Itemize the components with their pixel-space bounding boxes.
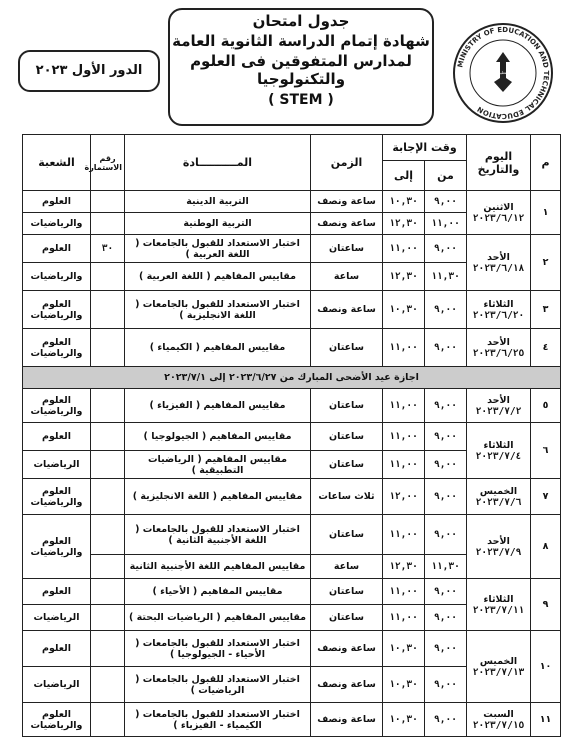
row-division: الرياضيات	[23, 451, 91, 479]
row-day-date	[467, 423, 531, 479]
row-to: ١١,٠٠	[383, 235, 425, 263]
row-form	[91, 631, 125, 667]
row-day: السبت	[483, 708, 514, 720]
table-row	[23, 389, 561, 423]
header-duration: الزمن	[311, 135, 383, 191]
row-date: ٢٠٢٣/٧/٢	[475, 405, 522, 417]
row-day-date	[467, 291, 531, 329]
row-duration: ساعة ونصف	[311, 631, 383, 667]
row-day: الأحد	[487, 535, 510, 547]
row-division: العلوم والرياضيات	[23, 291, 91, 329]
row-from: ٩,٠٠	[425, 703, 467, 737]
row-division: العلوم والرياضيات	[23, 703, 91, 737]
row-from: ٩,٠٠	[425, 423, 467, 451]
row-subject: مقاييس المفاهيم ( الرياضيات البحتة )	[125, 605, 311, 631]
row-index: ٦	[531, 423, 561, 479]
row-duration: ساعتان	[311, 605, 383, 631]
row-day-date	[467, 515, 531, 579]
row-duration: ثلاث ساعات	[311, 479, 383, 515]
title-line-2: شهادة إتمام الدراسة الثانوية العامة	[172, 32, 430, 50]
row-division: والرياضيات	[23, 263, 91, 291]
row-duration: ساعتان	[311, 389, 383, 423]
row-duration: ساعتان	[311, 423, 383, 451]
row-form	[91, 213, 125, 235]
row-subject: مقاييس المفاهيم ( الأحياء )	[125, 579, 311, 605]
row-day: الخميس	[479, 485, 518, 497]
row-date: ٢٠٢٣/٧/٤	[475, 450, 522, 462]
table-row	[23, 291, 561, 329]
row-duration: ساعتان	[311, 329, 383, 367]
row-duration: ساعة ونصف	[311, 703, 383, 737]
row-index: ٩	[531, 579, 561, 631]
row-index: ١١	[531, 703, 561, 737]
row-subject: اختبار الاستعداد للقبول بالجامعات ( اللغة الانجليزية )	[125, 291, 311, 329]
row-subject: مقاييس المفاهيم اللغة الأجنبية الثانية	[125, 555, 311, 579]
row-from: ٩,٠٠	[425, 579, 467, 605]
logo-ring-text: MINISTRY OF EDUCATION AND TECHNICAL EDUCATION	[456, 25, 551, 121]
table-row	[23, 515, 561, 555]
row-day-date	[467, 191, 531, 235]
row-form	[91, 191, 125, 213]
row-duration: ساعة	[311, 263, 383, 291]
table-row	[23, 631, 561, 667]
row-index: ٧	[531, 479, 561, 515]
row-to: ١١,٠٠	[383, 423, 425, 451]
row-to: ١٠,٣٠	[383, 667, 425, 703]
row-date: ٢٠٢٣/٦/٢٠	[472, 309, 525, 321]
header-index: م	[531, 135, 561, 191]
row-from: ٩,٠٠	[425, 605, 467, 631]
row-duration: ساعتان	[311, 579, 383, 605]
row-subject: مقاييس المفاهيم ( الفيزياء )	[125, 389, 311, 423]
header-division: الشعبة	[23, 135, 91, 191]
title-line-4: ( STEM )	[268, 92, 334, 108]
row-subject: اختبار الاستعداد للقبول بالجامعات ( اللغة العربية )	[125, 235, 311, 263]
title-line-3: لمدارس المتفوقين فى العلوم والتكنولوجيا	[190, 52, 412, 88]
row-form	[91, 703, 125, 737]
row-from: ٩,٠٠	[425, 291, 467, 329]
header-subject: المــــــــــادة	[125, 135, 311, 191]
row-from: ٩,٠٠	[425, 389, 467, 423]
row-day: الثلاثاء	[483, 439, 514, 451]
row-day: الأحد	[487, 336, 510, 348]
row-day: الخميس	[479, 655, 518, 667]
row-duration: ساعتان	[311, 451, 383, 479]
row-day-date	[467, 389, 531, 423]
row-subject: مقاييس المفاهيم ( اللغة العربية )	[125, 263, 311, 291]
row-index: ١	[531, 191, 561, 235]
row-duration: ساعة	[311, 555, 383, 579]
row-to: ١١,٠٠	[383, 579, 425, 605]
row-to: ١٠,٣٠	[383, 191, 425, 213]
row-from: ٩,٠٠	[425, 667, 467, 703]
row-day: الأحد	[487, 251, 510, 263]
holiday-row	[23, 367, 561, 389]
row-division: العلوم	[23, 631, 91, 667]
row-division: العلوم	[23, 191, 91, 213]
row-to: ١٢,٣٠	[383, 263, 425, 291]
row-to: ١٠,٣٠	[383, 631, 425, 667]
row-date: ٢٠٢٣/٧/١١	[472, 604, 525, 616]
row-day: الاثنين	[483, 201, 514, 213]
row-to: ١٢,٣٠	[383, 213, 425, 235]
row-subject: اختبار الاستعداد للقبول بالجامعات ( الرياضيات )	[125, 667, 311, 703]
row-from: ٩,٠٠	[425, 451, 467, 479]
row-duration: ساعة ونصف	[311, 191, 383, 213]
row-form	[91, 263, 125, 291]
row-to: ١١,٠٠	[383, 605, 425, 631]
row-duration: ساعة ونصف	[311, 667, 383, 703]
row-division: العلوم والرياضيات	[23, 329, 91, 367]
row-subject: التربية الوطنية	[125, 213, 311, 235]
row-from: ٩,٠٠	[425, 479, 467, 515]
row-subject: مقاييس المفاهيم ( الكيمياء )	[125, 329, 311, 367]
row-duration: ساعتان	[311, 235, 383, 263]
row-subject: مقاييس المفاهيم ( اللغة الانجليزية )	[125, 479, 311, 515]
row-subject: التربية الدينية	[125, 191, 311, 213]
row-division: العلوم	[23, 579, 91, 605]
row-date: ٢٠٢٣/٦/١٢	[472, 212, 525, 224]
row-day-date	[467, 579, 531, 631]
table-row	[23, 703, 561, 737]
row-index: ٢	[531, 235, 561, 291]
row-to: ١٠,٣٠	[383, 291, 425, 329]
row-day: الثلاثاء	[483, 593, 514, 605]
row-form	[91, 555, 125, 579]
row-form	[91, 423, 125, 451]
row-date: ٢٠٢٣/٦/١٨	[472, 262, 525, 274]
row-date: ٢٠٢٣/٧/٩	[475, 546, 522, 558]
holiday-notice: اجازة عيد الأضحى المبارك من ٢٠٢٣/٦/٢٧ إلى ٢٠٢٣/٧/١	[23, 367, 561, 389]
row-date: ٢٠٢٣/٧/٦	[475, 496, 522, 508]
row-index: ٥	[531, 389, 561, 423]
table-row	[23, 423, 561, 451]
row-to: ١١,٠٠	[383, 515, 425, 555]
row-form	[91, 291, 125, 329]
exam-round-label: الدور الأول ٢٠٢٣	[18, 50, 160, 92]
row-day-date	[467, 235, 531, 291]
table-row	[23, 191, 561, 213]
row-from: ٩,٠٠	[425, 235, 467, 263]
row-to: ١١,٠٠	[383, 329, 425, 367]
row-day-date	[467, 329, 531, 367]
row-day-date	[467, 479, 531, 515]
title-line-1: جدول امتحان	[252, 12, 350, 30]
row-division: العلوم والرياضيات	[23, 479, 91, 515]
title-box	[168, 8, 434, 126]
row-index: ٨	[531, 515, 561, 579]
header-from: من	[425, 161, 467, 191]
row-division: العلوم	[23, 423, 91, 451]
row-form	[91, 605, 125, 631]
row-from: ١١,٠٠	[425, 213, 467, 235]
row-index: ١٠	[531, 631, 561, 703]
row-to: ١١,٠٠	[383, 451, 425, 479]
row-division: الرياضيات	[23, 605, 91, 631]
row-subject: اختبار الاستعداد للقبول بالجامعات ( الأحياء - الجيولوجيا )	[125, 631, 311, 667]
exam-schedule-table	[22, 134, 561, 737]
row-to: ١٠,٣٠	[383, 703, 425, 737]
ministry-logo	[452, 22, 554, 124]
row-form	[91, 479, 125, 515]
row-from: ٩,٠٠	[425, 515, 467, 555]
row-from: ٩,٠٠	[425, 191, 467, 213]
row-division: العلوم والرياضيات	[23, 389, 91, 423]
row-division: العلوم	[23, 235, 91, 263]
table-row	[23, 235, 561, 263]
row-form: ٣٠	[91, 235, 125, 263]
table-row	[23, 479, 561, 515]
row-day: الأحد	[487, 394, 510, 406]
header-answer-time: وقت الإجابة	[383, 135, 467, 161]
row-date: ٢٠٢٣/٦/٢٥	[472, 347, 525, 359]
row-to: ١٢,٣٠	[383, 555, 425, 579]
header-to: إلى	[383, 161, 425, 191]
row-form	[91, 667, 125, 703]
row-division: الرياضيات	[23, 667, 91, 703]
row-duration: ساعة ونصف	[311, 213, 383, 235]
logo-arabic-text: وزارة التربية والتعليم والتعليم الفنى	[473, 70, 533, 75]
row-subject: اختبار الاستعداد للقبول بالجامعات ( الكيمياء - الفيزياء )	[125, 703, 311, 737]
row-form	[91, 389, 125, 423]
row-date: ٢٠٢٣/٧/١٥	[472, 719, 525, 731]
row-subject: مقاييس المفاهيم ( الرياضيات التطبيقية )	[125, 451, 311, 479]
row-to: ١٢,٠٠	[383, 479, 425, 515]
row-form	[91, 451, 125, 479]
row-from: ١١,٣٠	[425, 555, 467, 579]
row-index: ٤	[531, 329, 561, 367]
row-date: ٢٠٢٣/٧/١٣	[472, 666, 525, 678]
header-form-number: رقم الاستمارة	[91, 135, 125, 191]
row-from: ٩,٠٠	[425, 329, 467, 367]
table-row	[23, 329, 561, 367]
row-day: الثلاثاء	[483, 298, 514, 310]
row-duration: ساعتان	[311, 515, 383, 555]
row-day-date	[467, 703, 531, 737]
row-duration: ساعة ونصف	[311, 291, 383, 329]
row-day-date	[467, 631, 531, 703]
row-subject: مقاييس المفاهيم ( الجيولوجيا )	[125, 423, 311, 451]
row-division: العلوم والرياضيات	[23, 515, 91, 579]
header-day-date: اليوم والتاريخ	[467, 135, 531, 191]
table-row	[23, 579, 561, 605]
row-to: ١١,٠٠	[383, 389, 425, 423]
row-division: والرياضيات	[23, 213, 91, 235]
row-form	[91, 579, 125, 605]
row-from: ١١,٣٠	[425, 263, 467, 291]
row-form	[91, 329, 125, 367]
row-subject: اختبار الاستعداد للقبول بالجامعات ( اللغة الأجنبية الثانية )	[125, 515, 311, 555]
row-index: ٣	[531, 291, 561, 329]
row-from: ٩,٠٠	[425, 631, 467, 667]
row-form	[91, 515, 125, 555]
